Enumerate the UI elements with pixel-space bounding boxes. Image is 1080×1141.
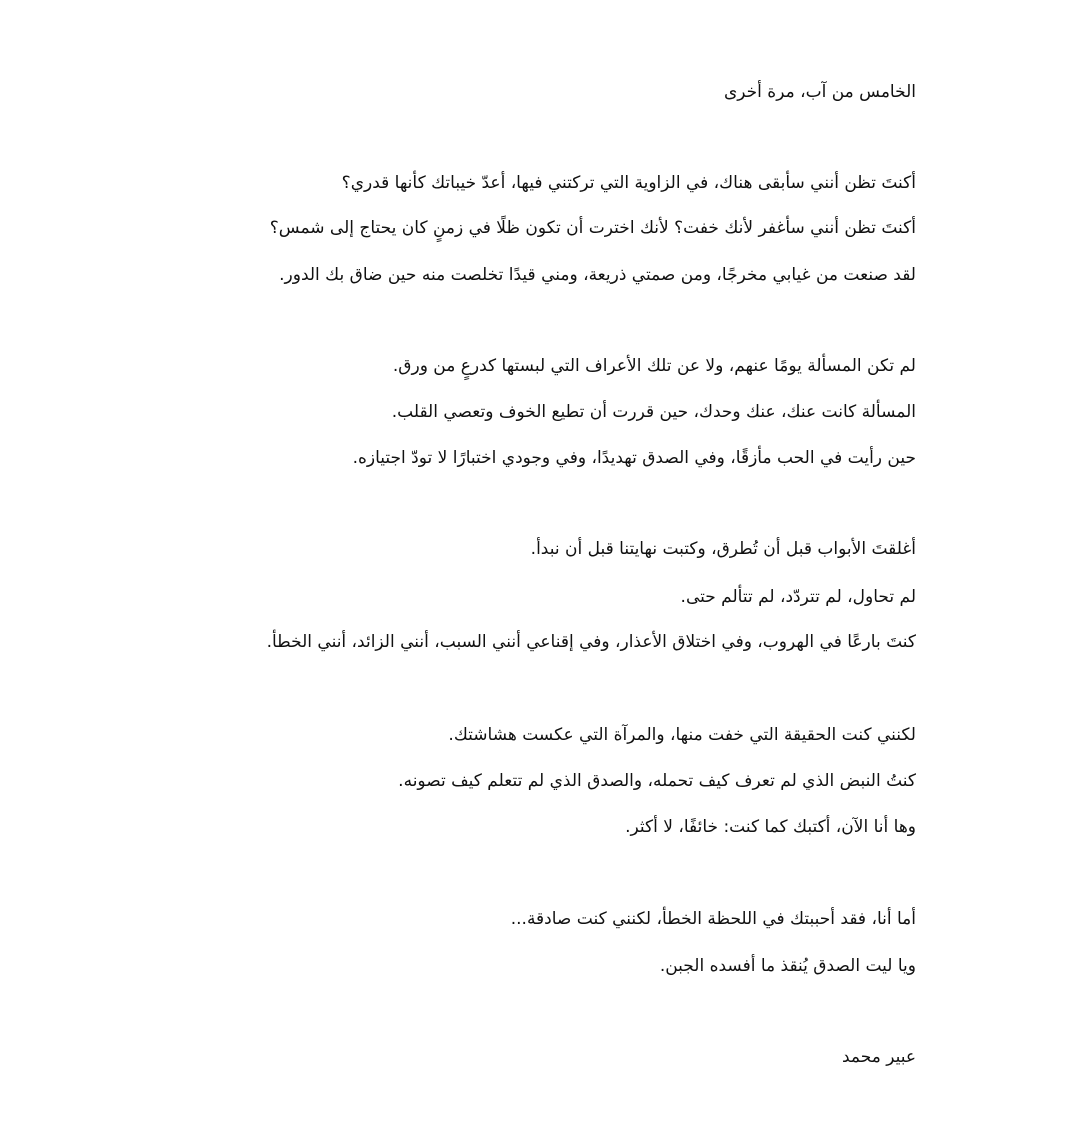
poem-line: لقد صنعت من غيابي مخرجًا، ومن صمتي ذريعة، ومني قيدًا تخلصت منه حين ضاق بك الدور. bbox=[279, 265, 916, 285]
poem-line: أكنتَ تظن أنني سأغفر لأنك خفت؟ لأنك اخترت أن تكون ظلًا في زمنٍ كان يحتاج إلى شمس؟ bbox=[269, 218, 916, 238]
poem-line: أما أنا، فقد أحببتك في اللحظة الخطأ، لكنني كنت صادقة... bbox=[510, 909, 916, 929]
poem-line: المسألة كانت عنك، عنك وحدك، حين قررت أن تطيع الخوف وتعصي القلب. bbox=[391, 402, 916, 422]
poem-line: لم تكن المسألة يومًا عنهم، ولا عن تلك الأعراف التي لبستها كدرعٍ من ورق. bbox=[392, 356, 916, 376]
poem-line: أكنتَ تظن أنني سأبقى هناك، في الزاوية التي تركتني فيها، أعدّ خيباتك كأنها قدري؟ bbox=[341, 173, 916, 193]
poem-line: لم تحاول، لم تتردّد، لم تتألم حتى. bbox=[680, 587, 916, 607]
poem-line: ويا ليت الصدق يُنقذ ما أفسده الجبن. bbox=[659, 956, 916, 976]
page-title: الخامس من آب، مرة أخرى bbox=[723, 82, 916, 102]
poem-line: كنتَ بارعًا في الهروب، وفي اختلاق الأعذار، وفي إقناعي أنني السبب، أنني الزائد، أنني الخطأ. bbox=[266, 632, 916, 652]
poem-line: لكنني كنت الحقيقة التي خفت منها، والمرآة التي عكست هشاشتك. bbox=[448, 725, 916, 745]
poem-line: كنتُ النبض الذي لم تعرف كيف تحمله، والصدق الذي لم تتعلم كيف تصونه. bbox=[398, 771, 916, 791]
poem-line: حين رأيت في الحب مأزقًا، وفي الصدق تهديدًا، وفي وجودي اختبارًا لا تودّ اجتيازه. bbox=[352, 448, 916, 468]
poem-line: أغلقتَ الأبواب قبل أن تُطرق، وكتبت نهايتنا قبل أن نبدأ. bbox=[530, 539, 916, 559]
author-signature: عبير محمد bbox=[841, 1047, 916, 1067]
poem-line: وها أنا الآن، أكتبك كما كنت: خائفًا، لا أكثر. bbox=[625, 817, 916, 837]
